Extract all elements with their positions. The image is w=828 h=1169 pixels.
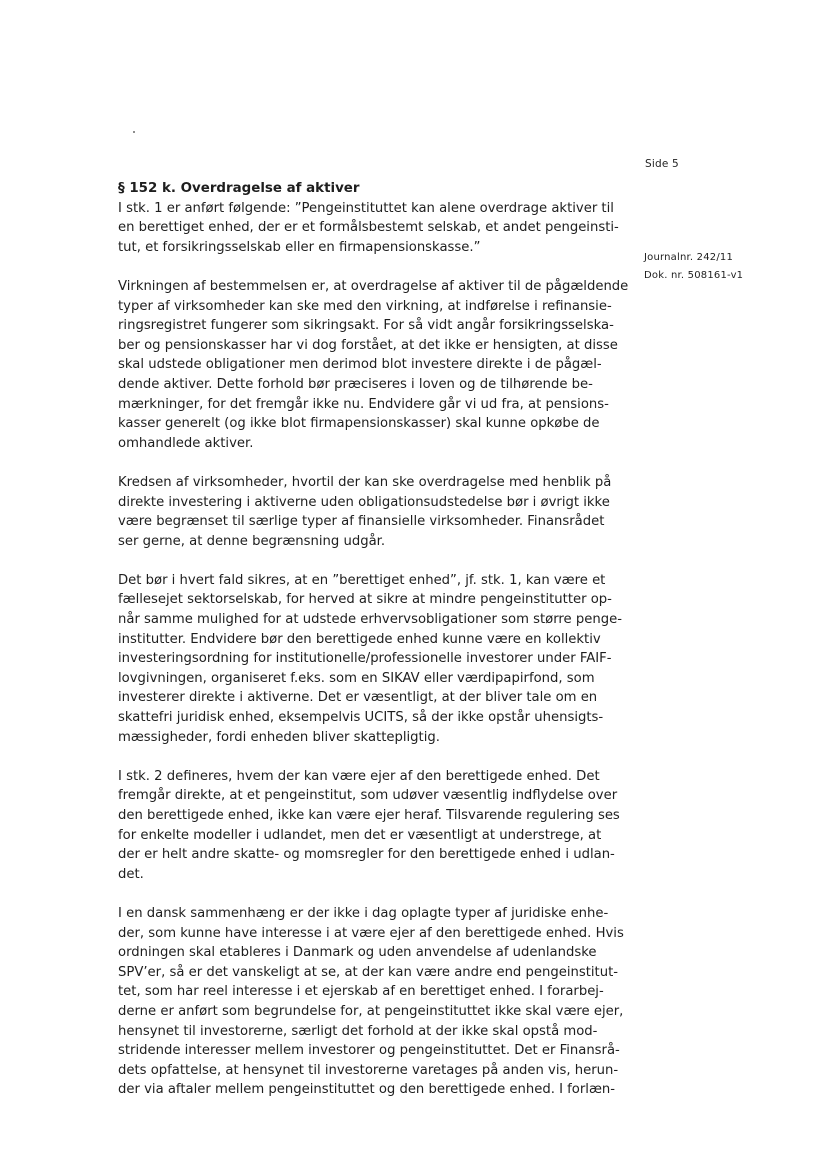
text-line: stridende interesser mellem investorer og pengeinstituttet. Det er Finansrå- [118,1043,620,1059]
text-line: lovgivningen, organiseret f.eks. som en SIKAV eller værdipapirfond, som [118,670,595,686]
paragraph [118,277,629,453]
text-line: der, som kunne have interesse i at være ejer af den berettigede enhed. Hvis [118,925,624,941]
paragraph [118,473,612,551]
text-line: skal udstede obligationer men derimod blot investere direkte i de pågæl- [118,357,602,373]
text-line: dende aktiver. Dette forhold bør præciseres i loven og de tilhørende be- [118,376,593,392]
text-line: skattefri juridisk enhed, eksempelvis UCITS, så der ikke opstår uhensigts- [118,710,604,726]
section-heading: § 152 k. Overdragelse af aktiver [118,181,360,196]
text-line: institutter. Endvidere bør den berettigede enhed kunne være en kollektiv [118,631,601,647]
text-line: fremgår direkte, at et pengeinstitut, som udøver væsentlig indflydelse over [118,788,618,804]
text-line: Kredsen af virksomheder, hvortil der kan ske overdragelse med henblik på [118,474,612,490]
text-line: Virkningen af bestemmelsen er, at overdragelse af aktiver til de pågældende [118,278,629,294]
text-line: der via aftaler mellem pengeinstituttet og den berettigede enhed. I forlæn- [118,1082,616,1098]
text-line: når samme mulighed for at udstede erhvervsobligationer som større penge- [118,612,622,628]
text-line: være begrænset til særlige typer af finansielle virksomheder. Finansrådet [118,514,605,530]
text-line: SPV’er, så er det vanskeligt at se, at der kan være andre end pengeinstitut- [118,964,619,980]
text-line: derne er anført som begrundelse for, at pengeinstituttet ikke skal være ejer, [118,1003,624,1019]
text-line: for enkelte modeller i udlandet, men det er væsentligt at understrege, at [118,827,602,843]
text-line: det. [118,866,144,882]
text-line: ber og pensionskasser har vi dog forstået, at det ikke er hensigten, at disse [118,337,618,353]
text-line: ser gerne, at denne begrænsning udgår. [118,533,386,549]
text-line: tut, et forsikringsselskab eller en firmapensionskasse.” [118,239,481,255]
text-line: I en dansk sammenhæng er der ikke i dag oplagte typer af juridiske enhe- [118,905,609,921]
text-line: ordningen skal etableres i Danmark og uden anvendelse af udenlandske [118,945,597,961]
text-line: mæssigheder, fordi enheden bliver skattepligtig. [118,729,440,745]
text-line: dets opfattelse, at hensynet til investorerne varetages på anden vis, herun- [118,1062,619,1078]
text-line: der er helt andre skatte- og momsregler for den berettigede enhed i udlan- [118,847,615,863]
text-line: typer af virksomheder kan ske med den virkning, at indførelse i refinansie- [118,298,612,314]
text-line: investerer direkte i aktiverne. Det er væsentligt, at der bliver tale om en [118,690,598,706]
paragraph [118,904,624,1100]
text-line: investeringsordning for institutionelle/professionelle investorer under FAIF- [118,651,612,667]
text-line: en berettiget enhed, der er et formålsbestemt selskab, et andet pengeinsti- [118,220,619,236]
body-text [118,179,629,1120]
text-line: ringsregistret fungerer som sikringsakt. For så vidt angår forsikringsselska- [118,318,614,334]
paragraph-list [118,199,629,1100]
text-line: mærkninger, for det fremgår ikke nu. Endvidere går vi ud fra, at pensions- [118,396,609,412]
text-line: tet, som har reel interesse i et ejerskab af en berettiget enhed. I forarbej- [118,984,604,1000]
text-line: fællesejet sektorselskab, for herved at sikre at mindre pengeinstitutter op- [118,592,612,608]
text-line: I stk. 2 defineres, hvem der kan være ejer af den berettigede enhed. Det [118,768,600,784]
text-line: Det bør i hvert fald sikres, at en ”berettiget enhed”, jf. stk. 1, kan være et [118,572,606,588]
paragraph [118,767,620,885]
scan-speck [133,131,135,133]
journal-number: Journalnr. 242/11 [644,252,734,263]
paragraph [118,199,619,258]
text-line: den berettigede enhed, ikke kan være ejer heraf. Tilsvarende regulering ses [118,808,620,823]
text-line: direkte investering i aktiverne uden obligationsudstedelse bør i øvrigt ikke [118,494,610,510]
text-line: omhandlede aktiver. [118,435,254,451]
text-line: I stk. 1 er anført følgende: ”Pengeinstituttet kan alene overdrage aktiver til [118,200,614,216]
paragraph [118,571,622,747]
page-label: Side 5 [645,158,679,170]
document-number: Dok. nr. 508161-v1 [644,270,744,281]
text-line: hensynet til investorerne, særligt det forhold at der ikke skal opstå mod- [118,1023,598,1039]
text-line: kasser generelt (og ikke blot firmapensionskasser) skal kunne opkøbe de [118,416,600,432]
